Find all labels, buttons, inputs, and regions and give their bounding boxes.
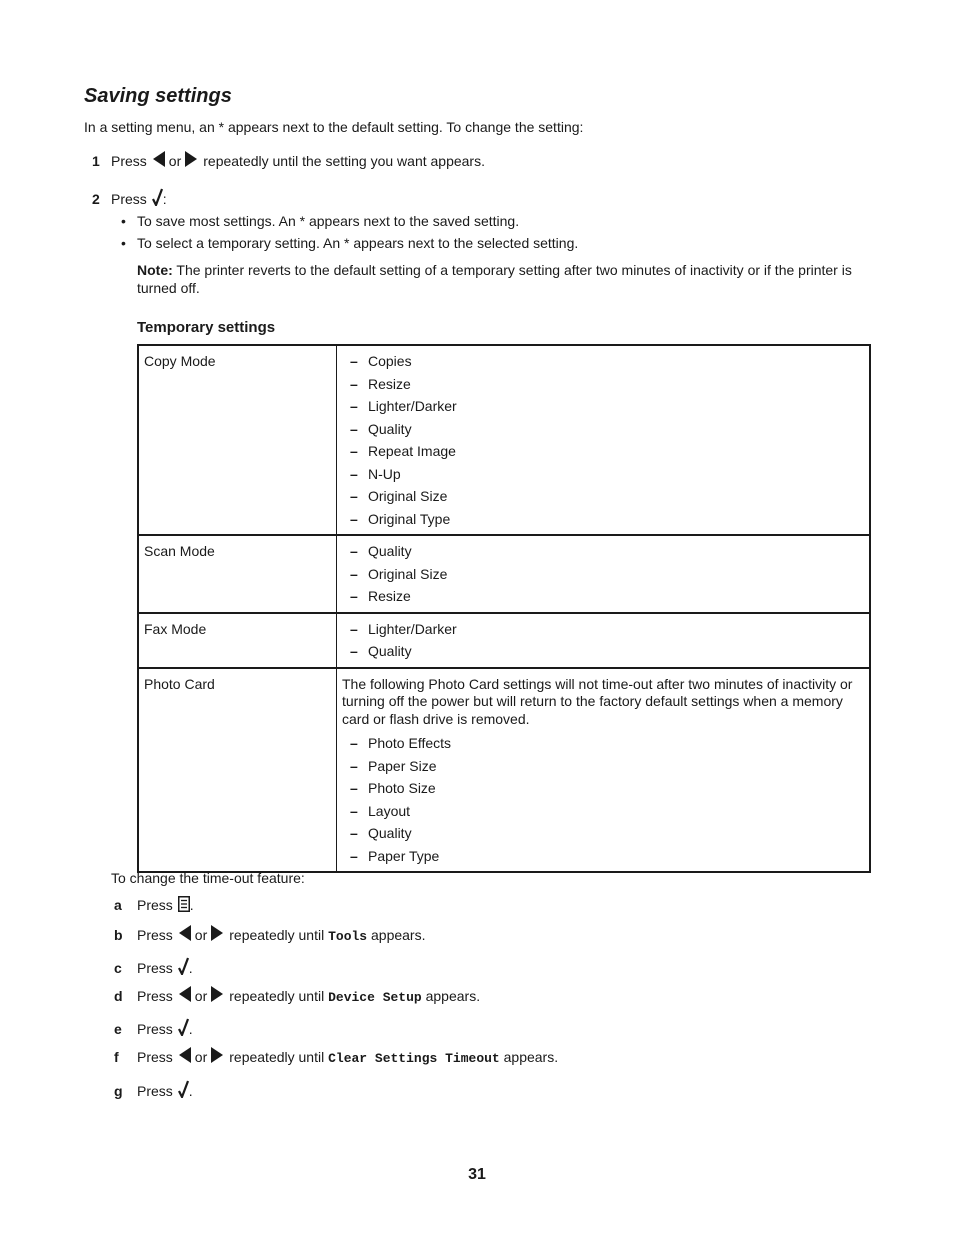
- timeout-step-d: d Press or repeatedly until Device Setup appears.: [114, 988, 481, 1005]
- settings-cell: [337, 668, 871, 873]
- step-number: 1: [92, 153, 100, 169]
- right-arrow-icon: [211, 1047, 223, 1063]
- list-item: – Layout: [350, 802, 411, 819]
- right-arrow-icon: [211, 925, 223, 941]
- list-item: – Paper Size: [350, 757, 437, 774]
- table-row: [138, 345, 870, 535]
- list-item: – Lighter/Darker: [350, 398, 457, 414]
- list-item: – Paper Type: [350, 847, 440, 864]
- table-row: [138, 668, 870, 873]
- timeout-step-b: b Press or repeatedly until Tools appears.: [114, 927, 426, 944]
- intro-text: In a setting menu, an * appears next to the default setting. To change the setting:: [84, 119, 584, 135]
- mode-cell: Photo Card: [138, 668, 337, 873]
- list-item: – Copies: [350, 353, 412, 369]
- checkmark-icon: [152, 188, 163, 206]
- timeout-step-e: e Press .: [114, 1018, 193, 1038]
- list-item: – Repeat Image: [350, 443, 456, 459]
- list-item: – Quality: [350, 825, 412, 841]
- menu-target: Clear Settings Timeout: [328, 1051, 500, 1066]
- timeout-intro: To change the time-out feature:: [111, 870, 305, 886]
- list-item: – Resize: [350, 375, 411, 392]
- note-label: Note:: [137, 262, 173, 278]
- list-item: – Resize: [350, 588, 411, 604]
- left-arrow-icon: [153, 151, 165, 167]
- list-item: – N-Up: [350, 465, 401, 482]
- timeout-step-f: f Press or repeatedly until Clear Settings Timeout appears.: [114, 1049, 559, 1066]
- table-row: [138, 613, 870, 668]
- left-arrow-icon: [179, 986, 191, 1002]
- timeout-step-a: a Press .: [114, 897, 194, 913]
- checkmark-icon: [178, 1018, 189, 1036]
- note-text: The printer reverts to the default setting of a temporary setting after two minutes of inactivity or if the printer is turned off.: [137, 262, 852, 296]
- list-item: – Quality: [350, 643, 412, 659]
- settings-cell: [337, 613, 871, 668]
- right-arrow-icon: [211, 986, 223, 1002]
- settings-cell: [337, 345, 871, 535]
- photo-card-description: The following Photo Card settings will not time-out after two minutes of inactivity or turning off the power but will return to the factory default settings when a memory card or flash drive is removed.: [342, 675, 853, 727]
- checkmark-icon: [178, 957, 189, 975]
- temporary-settings-table: [137, 344, 871, 873]
- timeout-step-g: g Press .: [114, 1080, 193, 1100]
- list-item: – Photo Size: [350, 780, 436, 796]
- mode-cell: Fax Mode: [138, 613, 337, 668]
- settings-cell: [337, 535, 871, 613]
- mode-cell: Copy Mode: [138, 345, 337, 535]
- step-2: 2 Press :: [92, 188, 167, 208]
- menu-icon: [178, 896, 190, 912]
- left-arrow-icon: [179, 925, 191, 941]
- left-arrow-icon: [179, 1047, 191, 1063]
- table-title: Temporary settings: [137, 319, 276, 336]
- mode-cell: Scan Mode: [138, 535, 337, 613]
- step-1: 1 Press or repeatedly until the setting you want appears.: [92, 153, 485, 169]
- step-number: 2: [92, 191, 100, 207]
- section-title: Saving settings: [84, 85, 232, 107]
- checkmark-icon: [178, 1080, 189, 1098]
- menu-target: Tools: [328, 929, 368, 944]
- timeout-step-c: c Press .: [114, 957, 193, 977]
- right-arrow-icon: [185, 151, 197, 167]
- list-item: – Photo Effects: [350, 735, 452, 751]
- list-item: – Quality: [350, 543, 412, 559]
- note: [137, 261, 877, 297]
- menu-target: Device Setup: [328, 990, 422, 1005]
- page-number: 31: [468, 1166, 486, 1183]
- list-item: – Original Size: [350, 488, 448, 504]
- list-item: – Original Type: [350, 510, 451, 527]
- table-row: [138, 535, 870, 613]
- list-item: – Lighter/Darker: [350, 620, 457, 637]
- list-item: – Quality: [350, 420, 412, 437]
- list-item: – Original Size: [350, 565, 448, 582]
- manual-page: Saving settings In a setting menu, an * appears next to the default setting. To change the setting: 1 Press or repeatedly until the setting you want appears. 2 Press : • To save most settings. An * appears next to the saved setting. • To select a temporary setting. An * appears next to the selected setting. Note: The printer reverts to the default setting of a temporary setting after two minutes of inactivity or if the printer is turned off. Temporary settings Copy Mode – Copies – Resize – Lighter/Darker – Quality – Repeat Image – N-Up – Original Size – Original Type Scan Mode – Quality – Original Size – Resize Fax Mode – Lighter/Darker – Quality Photo Card The following Photo Card settings will not time-out after two minutes of inactivity or turning off the power but will return to the factory default settings when a memory card or flash drive is removed. – Photo Effects – Paper Size – Photo Size – Layout – Quality – Paper Type To change the time-out feature: a Press . b Press or repeatedly until Tools appears. c Press . d Press or repeatedly until Device Setup appears. e Press . f Press or repeatedly until Clear Settings Timeout appears. g Press . 31: [0, 0, 954, 1235]
